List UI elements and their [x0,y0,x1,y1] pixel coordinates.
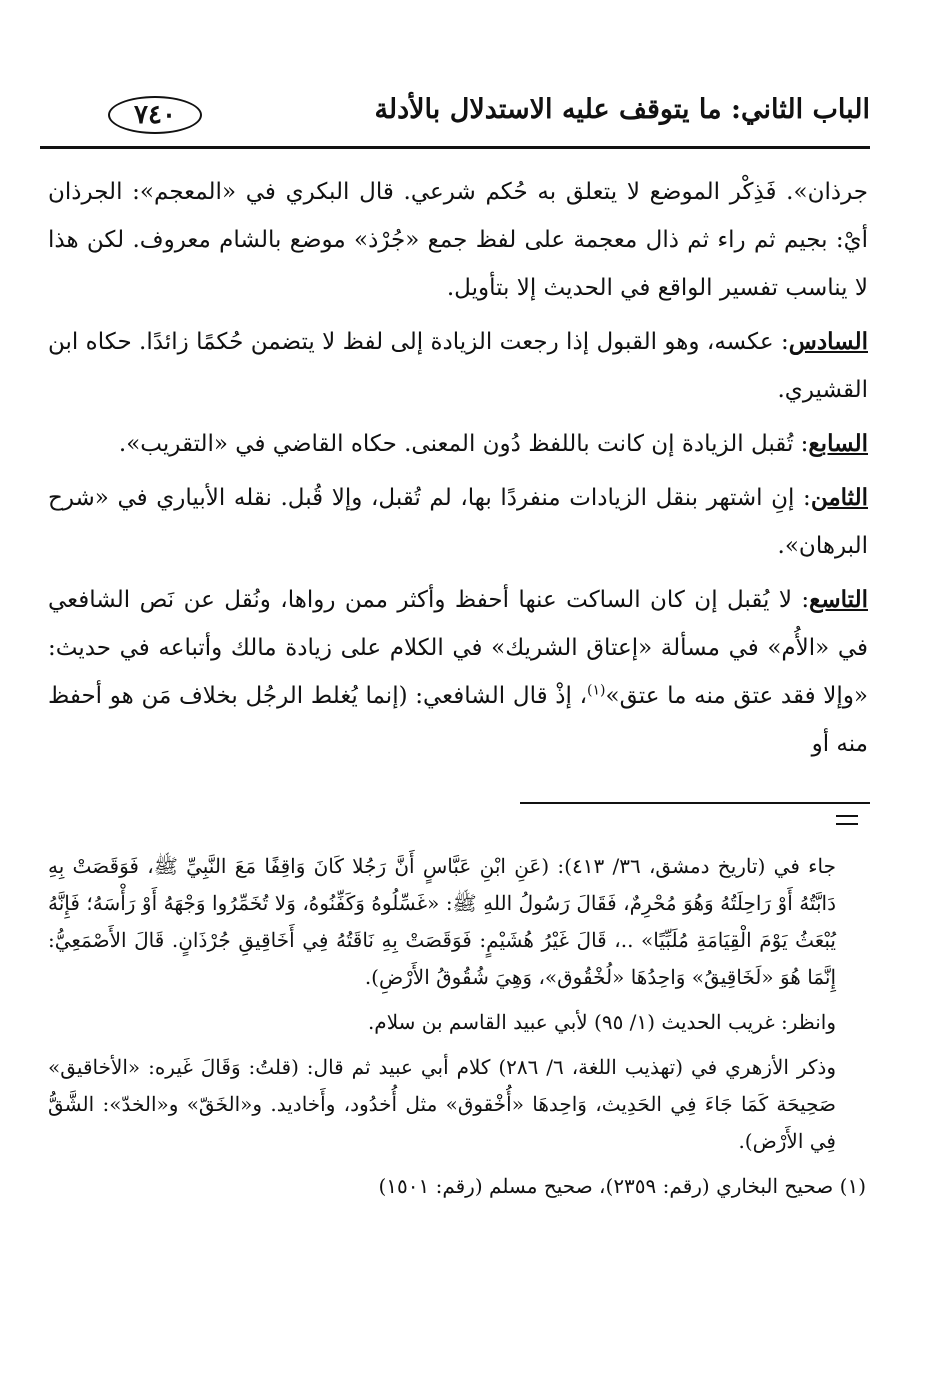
paragraph-seventh [48,420,868,468]
term-sixth: السادس [788,328,868,355]
footnote-separator [520,802,870,804]
footnote-ref-1: (١) [587,682,606,699]
page-number: ٧٤٠ [108,96,202,134]
paragraph-sixth-text: : عكسه، وهو القبول إذا رجعت الزيادة إلى لفظ لا يتضمن حُكمًا زائدًا. حكاه ابن القشيري. [48,329,868,403]
paragraph-eighth [48,474,868,570]
paragraph-ninth-text-a: : لا يُقبل إن كان الساكت عنها أحفظ وأكثر ممن رواها، ونُقل عن نَص الشافعي في «الأُم» في مسألة «إعتاق الشريك» في الكلام على زيادة مالك وأتباعه في حديث: «وإلا فقد عتق منه ما عتق» [48,587,868,709]
running-title: الباب الثاني: ما يتوقف عليه الاستدلال بالأدلة [374,94,870,125]
term-eighth: الثامن [810,484,868,511]
footnote-continuation-1: جاء في (تاريخ دمشق، ٣٦/ ٤١٣): (عَنِ ابْنِ عَبَّاسٍ أَنَّ رَجُلا كَانَ وَاقِفًا مَعَ النَّبِيِّ ﷺ، فَوَقَصَتْ بِهِ دَابَّتُهُ أَوْ رَاحِلَتُهُ وَهُوَ مُحْرِمٌ، فَقَالَ رَسُولُ اللهِ ﷺ: «غَسِّلُوهُ وَكَفِّنُوهُ، وَلا تُخَمِّرُوا وَجْهَهُ أَوْ رَأْسَهُ؛ فَإِنَّهُ يُبْعَثُ يَوْمَ الْقِيَامَةِ مُلَبِّيًا» ..، قَالَ غَيْرُ هُشَيْمٍ: فَوَقَصَتْ بِهِ نَاقَتُهُ فِي أَخَاقِيقِ جُرْذَانٍ. قَالَ الأَصْمَعِيُّ: إِنَّمَا هُوَ «لَخَاقِيقُ» وَاحِدُهَا «لُخْقُوق»، وَهِيَ شُقُوقُ الأَرْضِ). [48,854,836,989]
footnote-1: (١) صحيح البخاري (رقم: ٢٣٥٩)، صحيح مسلم (رقم: ١٥٠١) [378,1174,866,1198]
paragraph-ninth-text-b: ، إذْ قال الشافعي: (إنما يُغلط الرجُل بخلاف مَن هو أحفظ منه أو [48,683,868,757]
footnotes [48,848,866,1213]
main-text [48,168,868,774]
footnote-continuation-3: وذكر الأزهري في (تهذيب اللغة، ٦/ ٢٨٦) كلام أبي عبيد ثم قال: (قلتُ: وَقَالَ غَيره: «الأخاقيق» صَحِيحَة كَمَا جَاءَ فِي الحَدِيث، وَاحِدهَا «أُخْقوق» مثل أُخدُود، وأَخاديد. و«الخَقّ» و«الخدّ»: الشَّقُّ فِي الأَرْض). [48,1055,836,1153]
header-rule [40,146,870,149]
page-header [40,88,870,136]
continuation-mark [836,815,858,825]
footnote-continuation-2: وانظر: غريب الحديث (١/ ٩٥) لأبي عبيد القاسم بن سلام. [367,1010,836,1034]
term-seventh: السابع [808,430,868,457]
paragraph-seventh-text: : تُقبل الزيادة إن كانت باللفظ دُون المعنى. حكاه القاضي في «التقريب». [118,431,809,457]
paragraph-eighth-text: : إنِ اشتهر بنقل الزيادات منفردًا بها، لم تُقبل، وإلا قُبل. نقله الأبياري في «شرح البرهان». [48,485,868,559]
paragraph-1: جرذان». فَذِكْر الموضع لا يتعلق به حُكم شرعي. قال البكري في «المعجم»: الجرذان أيْ: بجيم ثم راء ثم ذال معجمة على لفظ جمع «جُرْذ» موضع بالشام معروف. لكن هذا لا يناسب تفسير الواقع في الحديث إلا بتأويل. [48,179,868,301]
paragraph-ninth [48,576,868,768]
term-ninth: التاسع [809,586,868,613]
paragraph-sixth [48,318,868,414]
